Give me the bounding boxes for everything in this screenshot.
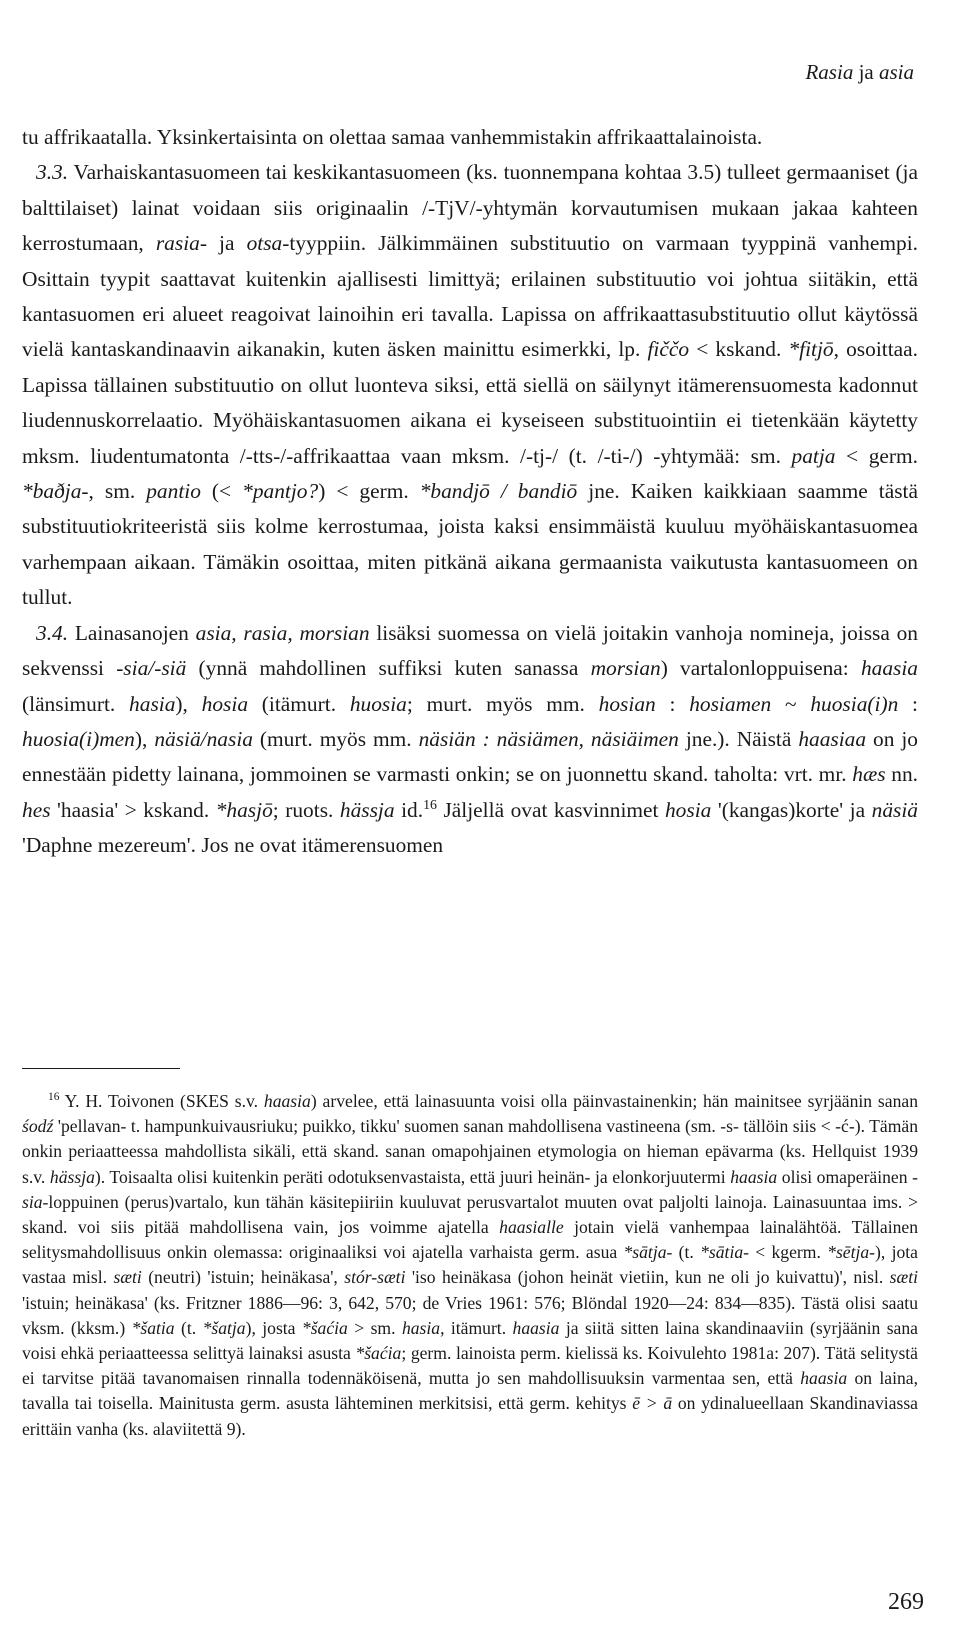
italic-term: *šatia xyxy=(131,1317,175,1338)
italic-term: ē > ā xyxy=(632,1393,673,1414)
text-run: (ynnä mahdollinen suffiksi kuten sanassa xyxy=(186,656,591,681)
italic-term: hosian xyxy=(598,691,656,716)
italic-term: hasia xyxy=(401,1317,441,1338)
text-run: 'pellavan- t. hampunkuivausriuku; puikko, tikku' suomen sanan mahdollisena vastineena (sm. -s- tällöin siis < -ć-). Tämän onkin periaatteessa mahdollista sikäli, että skand. sanan omapohjainen etymologia on hieman epävarma (ks. Hellquist 1939 s.v. xyxy=(22,1116,918,1187)
text-run: ), xyxy=(134,726,155,751)
italic-term: näsiän : näsiämen, näsiäimen xyxy=(418,726,679,751)
italic-term: hes xyxy=(22,797,51,822)
italic-term: näsiä xyxy=(871,797,918,822)
italic-term: *sātja- xyxy=(623,1242,673,1263)
text-run: ). Toisaalta olisi kuitenkin peräti odotuksenvastaista, että juuri heinän- ja elonkorjuutermi xyxy=(94,1166,731,1187)
italic-term: haasia xyxy=(730,1166,778,1187)
italic-term: sæti xyxy=(889,1267,918,1288)
text-run: ), jota vastaa misl. xyxy=(22,1242,918,1288)
italic-term: hässja xyxy=(339,797,395,822)
italic-term: haasia xyxy=(263,1091,311,1111)
italic-term: *baðja- xyxy=(22,479,89,504)
text-run: id. xyxy=(394,797,424,822)
text-run: (länsimurt. xyxy=(22,691,130,716)
running-title-ja: ja xyxy=(853,60,879,84)
italic-term: huosia(i)men xyxy=(22,726,135,751)
paragraph-section-3-3 xyxy=(22,155,918,615)
italic-term: *šaćia xyxy=(301,1317,348,1338)
italic-term: sæti xyxy=(113,1267,142,1288)
text-run: > sm. xyxy=(347,1317,402,1338)
italic-term: haasialle xyxy=(499,1217,564,1238)
italic-term: stór-sæti xyxy=(344,1267,406,1288)
text-run: jne. Kaiken kaikkiaan saamme tästä substituutiokriteeristä siis kolme kerrostumaa, joista kaksi ensimmäistä kuuluu myöhäiskantasuomea varhempaan aikaan. Tämäkin osoittaa, miten pitkänä aikana germaanista vaikutusta kantasuomeen on tullut. xyxy=(22,479,918,610)
text-run: Lainasanojen xyxy=(68,620,196,645)
text-run: < kgerm. xyxy=(748,1242,828,1263)
text-run: Varhaiskantasuomeen tai keskikantasuomeen (ks. tuonnempana kohtaa 3.5) tulleet germaaniset (ja balttilaiset) lainat voidaan siis originaalin /-TjV/-yhtymän korvautumisen mukaan jakaa kahteen kerrostumaan, xyxy=(22,160,918,256)
text-run: 'haasia' > kskand. xyxy=(50,797,216,822)
italic-term: hæs xyxy=(852,762,886,787)
text-run: ~ xyxy=(771,691,811,716)
italic-term: śodź xyxy=(22,1116,54,1137)
text-run: , sm. xyxy=(88,479,147,504)
text-run: ) vartalonloppuisena: xyxy=(660,656,861,681)
italic-term: *sātia- xyxy=(700,1242,749,1263)
text-run: ja siitä sitten laina skandinaaviin (syrjäänin sana voisi ehkä periaatteessa selittyä lainaksi asusta xyxy=(22,1317,918,1364)
italic-term: hosia xyxy=(664,797,712,822)
text-run: on jo ennestään pidetty lainana, jommoinen se varmasti onkin; se on juonnettu skand. taholta: vrt. mr. xyxy=(22,726,918,787)
text-run: ), josta xyxy=(245,1317,302,1338)
running-title-asia: asia xyxy=(878,60,914,84)
text-run: lisäksi suomessa on vielä joitakin vanhoja nomineja, joissa on sekvenssi xyxy=(22,620,918,681)
paragraph-continuation xyxy=(22,120,918,155)
italic-term: haasia xyxy=(512,1317,560,1338)
text-run: 'iso heinäkasa (johon heinät vietiin, kun ne oli jo kuivattu)', nisl. xyxy=(405,1267,890,1288)
text-run: nn. xyxy=(885,762,918,787)
text-run: ) arvelee, että lainasuunta voisi olla päinvastainenkin; hän mainitsee syrjäänin sanan xyxy=(310,1091,918,1111)
italic-term: *sētja- xyxy=(827,1242,876,1263)
text-run: Y. H. Toivonen (SKES s.v. xyxy=(59,1091,264,1111)
italic-term: *pantjo? xyxy=(242,479,319,504)
italic-term: patja xyxy=(791,443,836,468)
italic-term: hässja xyxy=(49,1166,95,1187)
text-run: ; murt. myös mm. xyxy=(406,691,599,716)
italic-term: huosia(i)n xyxy=(810,691,899,716)
italic-term: *šatja xyxy=(202,1317,246,1338)
italic-term: 3.3. xyxy=(36,160,69,185)
italic-term: hosiamen xyxy=(689,691,772,716)
text-run: (t. xyxy=(174,1317,203,1338)
text-run: , osoittaa. Lapissa tällainen substituutio on ollut luonteva siksi, että siellä on säilynyt itämerensuomesta kadonnut liudennuskorrelaatio. Myöhäiskantasuomen aikana ei kyseiseen substituointiin ei tietenkään käytetty mksm. liudentumatonta /-tts-/-affrikaattaa vaan mksm. /-tj-/ (t. /-ti-/) -yhtymää: sm. xyxy=(22,337,918,468)
italic-term: *hasjō xyxy=(215,797,273,822)
text-run: 'istuin; heinäkasa' (ks. Fritzner 1886—96: 3, 642, 570; de Vries 1961: 576; Blöndal 1920—24: 834—835). Tästä olisi saatu vksm. (kksm.) xyxy=(22,1292,918,1338)
text-run: jne.). Näistä xyxy=(678,726,799,751)
footnote-reference: 16 xyxy=(423,797,437,813)
italic-term: -sia xyxy=(22,1166,918,1212)
footnote-16 xyxy=(22,1089,918,1442)
italic-term: *šaćia xyxy=(355,1343,402,1364)
text-run: ) < germ. xyxy=(318,479,420,504)
italic-term: morsian xyxy=(590,656,661,681)
italic-term: 3.4. xyxy=(36,620,69,645)
italic-term: *fitjō xyxy=(788,337,834,362)
text-run: ; germ. lainoista perm. kielissä ks. Koivulehto 1981a: 207). Tätä selitystä ei tarvitse pitää tavanomaisen rinnalla todennäköisenä, mutta jo sen mahdollisuuksin varmentaa sen, että xyxy=(22,1343,918,1389)
running-header xyxy=(805,60,914,85)
text-run: (murt. myös mm. xyxy=(252,726,419,751)
text-run: on laina, tavalla tai toisella. Mainitusta germ. asusta lähteminen merkitsisi, että germ. kehitys xyxy=(22,1368,919,1414)
italic-term: haasia xyxy=(860,656,918,681)
text-run: olisi omaperäinen xyxy=(777,1166,913,1187)
text-run: : xyxy=(898,691,918,716)
text-run: tyyppiin. Jälkimmäinen substituutio on varmaan tyyppinä vanhempi. Osittain tyypit saattavat kuitenkin ajallisesti limittyä; erilainen substituutio voi johtua siitäkin, että kantasuomen eri alueet reagoivat lainoihin eri tavalla. Lapissa on affrikaattasubstituutio ollut käytössä vielä kantaskandinaavin aikanakin, kuten äsken mainittu esimerkki, lp. xyxy=(22,231,918,362)
italic-term: -sia/-siä xyxy=(116,656,187,681)
running-title-rasia: Rasia xyxy=(805,60,854,84)
text-run: ), xyxy=(175,691,202,716)
text-run: < germ. xyxy=(835,443,919,468)
footnote-marker: 16 xyxy=(48,1091,60,1104)
italic-term: fiččo xyxy=(647,337,690,362)
italic-term: näsiä/nasia xyxy=(154,726,253,751)
text-run: : xyxy=(655,691,690,716)
italic-term: huosia xyxy=(349,691,407,716)
italic-term: rasia- xyxy=(155,231,207,256)
text-run: , itämurt. xyxy=(440,1317,513,1338)
italic-term: haasiaa xyxy=(798,726,867,751)
text-run: (neutri) 'istuin; heinäkasa', xyxy=(141,1267,345,1288)
text-run: (< xyxy=(200,479,243,504)
text-run: tu affrikaatalla. Yksinkertaisinta on olettaa samaa vanhemmistakin affrikaattalainoista. xyxy=(22,125,763,149)
text-run: Jäljellä ovat kasvinnimet xyxy=(436,797,665,822)
main-text xyxy=(22,120,918,864)
text-run: '(kangas)korte' ja xyxy=(711,797,872,822)
italic-term: asia, rasia, morsian xyxy=(195,620,370,645)
italic-term: otsa- xyxy=(246,231,290,256)
italic-term: *bandjō / bandiō xyxy=(419,479,578,504)
text-run: ja xyxy=(206,231,247,256)
text-run: (itämurt. xyxy=(248,691,350,716)
text-run: < kskand. xyxy=(689,337,789,362)
text-run: ; ruots. xyxy=(272,797,340,822)
footnote-separator xyxy=(22,1068,180,1069)
italic-term: pantio xyxy=(146,479,201,504)
footnote-text xyxy=(22,1091,918,1439)
text-run: on ydinalueellaan Skandinaviassa erittäin vanha (ks. alaviitettä 9). xyxy=(22,1393,918,1439)
text-run: (t. xyxy=(672,1242,701,1263)
text-run: 'Daphne mezereum'. Jos ne ovat itämerensuomen xyxy=(22,833,444,858)
text-run: -loppuinen (perus)vartalo, kun tähän käsitepiiriin kuuluvat perusvartalot muuten ovat paljolti lainoja. Lainasuuntaa ims. > skand. voi siis pitää mahdollisena vain, jos voimme ajatella xyxy=(22,1191,918,1238)
italic-term: hosia xyxy=(201,691,249,716)
page-number: 269 xyxy=(888,1589,924,1615)
italic-term: haasia xyxy=(800,1368,848,1389)
paragraph-section-3-4 xyxy=(22,616,918,864)
italic-term: hasia xyxy=(129,691,176,716)
text-run: jotain vielä vanhempaa lainalähtöä. Tällainen selitysmahdollisuus onkin olemassa: originaaliksi voi ajatella varhaista germ. asua xyxy=(22,1217,918,1263)
